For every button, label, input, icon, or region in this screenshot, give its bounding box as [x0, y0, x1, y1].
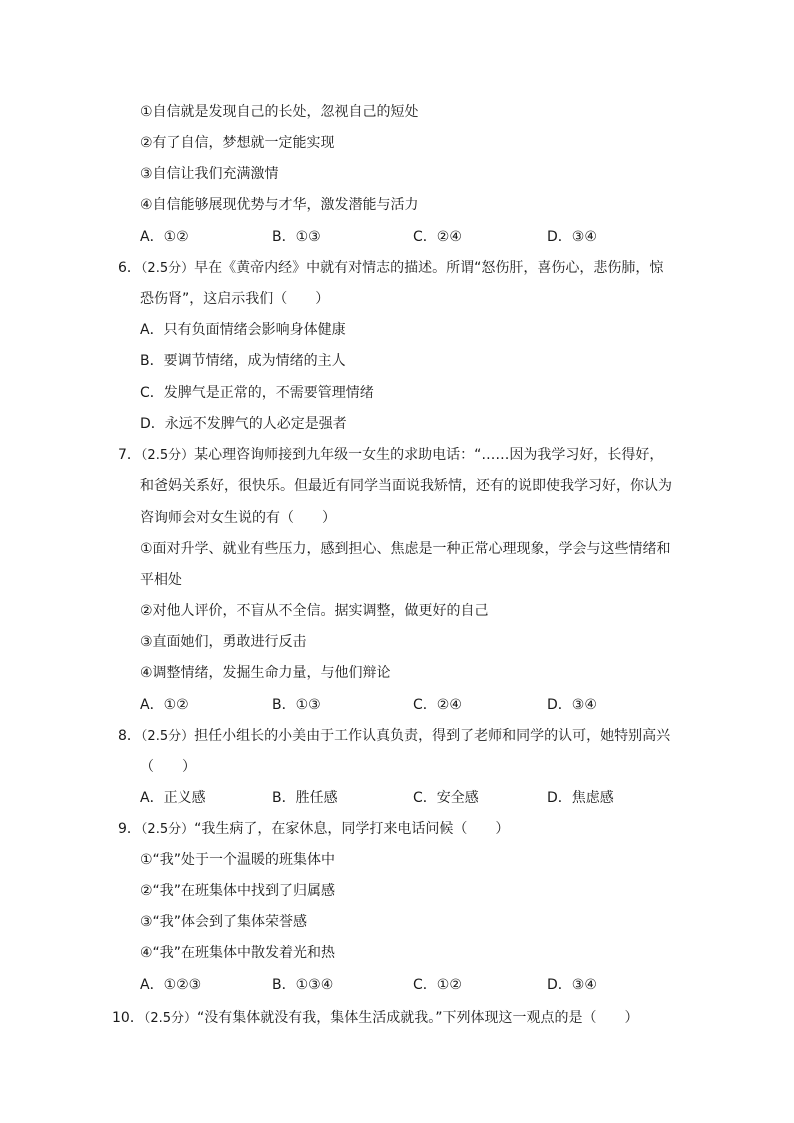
q6-option-c[interactable]: C．发脾气是正常的，不需要管理情绪: [140, 385, 374, 401]
q6-points: （2.5分）: [140, 261, 195, 276]
q7-statement-4: ④调整情绪，发掘生命力量，与他们辩论: [140, 665, 391, 681]
q6-text: 早在《黄帝内经》中就有对情志的描述。所谓“怒伤肝，喜伤心，悲伤肺，惊: [194, 260, 664, 276]
q10-number: 10．: [112, 1010, 144, 1026]
q7-option-c[interactable]: C．②④: [413, 697, 462, 713]
q6-stem-line-1: [118, 258, 663, 279]
q9-statement-4: ④“我”在班集体中散发着光和热: [140, 945, 336, 961]
q6-option-d[interactable]: D．永远不发脾气的人必定是强者: [140, 416, 347, 432]
q7-statement-3: ③直面她们，勇敢进行反击: [140, 634, 307, 650]
q6-stem-line-2: 恐伤肾”，这启示我们（ ）: [140, 291, 330, 307]
q7-stem-line-1: [118, 445, 663, 466]
q10-text: “没有集体就没有我，集体生活成就我。”下列体现这一观点的是（ ）: [197, 1010, 639, 1026]
q5-option-a[interactable]: A．①②: [140, 229, 189, 245]
q9-text: “我生病了，在家休息，同学打来电话问候（ ）: [194, 821, 510, 837]
q9-options: [140, 975, 660, 995]
q8-number: 8．: [118, 728, 141, 744]
q8-option-b[interactable]: B．胜任感: [272, 790, 338, 806]
q9-option-d[interactable]: D．③④: [547, 977, 597, 993]
q7-statement-1: ①面对升学、就业有些压力，感到担心、焦虑是一种正常心理现象，学会与这些情绪和: [140, 541, 671, 557]
q5-options: [140, 227, 660, 247]
q5-statement-2: ②有了自信，梦想就一定能实现: [140, 135, 335, 151]
q10-points: （2.5分）: [143, 1011, 198, 1026]
q7-number: 7．: [118, 447, 141, 463]
q5-statement-1: ①自信就是发现自己的长处，忽视自己的短处: [140, 104, 419, 120]
q9-points: （2.5分）: [140, 822, 195, 837]
q9-stem-line-1: [118, 819, 509, 840]
q7-statement-1-cont: 平相处: [140, 572, 182, 588]
q7-points: （2.5分）: [140, 448, 195, 463]
q9-number: 9．: [118, 821, 141, 837]
q7-stem-line-2: 和爸妈关系好，很快乐。但最近有同学当面说我矫情，还有的说即使我学习好，你认为: [140, 478, 672, 494]
q9-option-c[interactable]: C．①②: [413, 977, 462, 993]
q9-option-a[interactable]: A．①②③: [140, 977, 202, 993]
q5-option-d[interactable]: D．③④: [547, 229, 597, 245]
q7-stem-line-3: 咨询师会对女生说的有（ ）: [140, 510, 336, 526]
q9-statement-1: ①“我”处于一个温暖的班集体中: [140, 852, 336, 868]
q5-statement-4: ④自信能够展现优势与才华，激发潜能与活力: [140, 197, 419, 213]
q5-option-c[interactable]: C．②④: [413, 229, 462, 245]
q7-statement-2: ②对他人评价，不盲从不全信。据实调整，做更好的自己: [140, 603, 489, 619]
q7-option-b[interactable]: B．①③: [272, 697, 321, 713]
q8-option-c[interactable]: C．安全感: [413, 790, 479, 806]
q5-option-b[interactable]: B．①③: [272, 229, 321, 245]
q8-stem-line-1: [118, 726, 670, 747]
q8-option-a[interactable]: A．正义感: [140, 790, 206, 806]
q6-option-b[interactable]: B．要调节情绪，成为情绪的主人: [140, 353, 346, 369]
q6-option-a[interactable]: A．只有负面情绪会影响身体健康: [140, 322, 346, 338]
q7-option-d[interactable]: D．③④: [547, 697, 597, 713]
q7-text: 某心理咨询师接到九年级一女生的求助电话：“……因为我学习好，长得好，: [194, 447, 664, 463]
q8-stem-line-2: （ ）: [140, 759, 196, 775]
q8-option-d[interactable]: D．焦虑感: [547, 790, 614, 806]
q9-statement-2: ②“我”在班集体中找到了归属感: [140, 883, 336, 899]
q8-points: （2.5分）: [140, 729, 195, 744]
q7-options: [140, 695, 660, 715]
q8-options: [140, 788, 660, 808]
q10-stem-line-1: [112, 1008, 639, 1029]
q5-statement-3: ③自信让我们充满激情: [140, 166, 279, 182]
q9-option-b[interactable]: B．①③④: [272, 977, 334, 993]
q7-option-a[interactable]: A．①②: [140, 697, 189, 713]
q6-number: 6．: [118, 260, 141, 276]
q9-statement-3: ③“我”体会到了集体荣誉感: [140, 914, 308, 930]
q8-text: 担任小组长的小美由于工作认真负责，得到了老师和同学的认可，她特别高兴: [194, 728, 671, 744]
